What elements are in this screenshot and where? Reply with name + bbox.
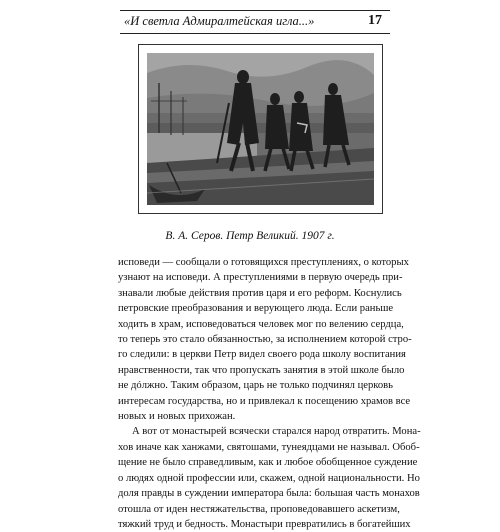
text-line: петровские преобразования и верующего люда. Если раньше	[118, 303, 394, 315]
painting-image	[147, 53, 374, 205]
text-line: то теперь это стало обязанностью, за исполнением которой стро-	[118, 334, 412, 346]
text-line: щение не было справедливым, как и любое обобщенное суждение	[118, 457, 418, 469]
text-line: го следили: в церкви Петр видел своего рода школу воспитания	[118, 349, 406, 361]
body-text	[118, 255, 421, 532]
text-line: интересам государства, но и привлекал к посещению храмов все	[118, 395, 411, 407]
text-line: знавали любые действия против царя и его реформ. Коснулись	[118, 287, 402, 299]
paragraph-2	[118, 424, 421, 532]
text-line: тяжкий труд и бедность. Монастыри превратились в богатейших	[118, 518, 411, 530]
text-line: А вот от монастырей всячески старался народ отвратить. Мона-	[132, 426, 421, 438]
painting-illustration	[138, 44, 383, 214]
page-number: 17	[368, 13, 382, 28]
text-line: доля правды в суждении императора была: большая часть монахов	[118, 488, 420, 500]
figure-caption: В. А. Серов. Петр Великий. 1907 г.	[165, 230, 335, 242]
running-header	[120, 10, 390, 34]
text-line: новых и новых прихожан.	[118, 411, 236, 423]
paragraph-1	[118, 255, 412, 424]
text-line: ходить в храм, исповедоваться человек мог по велению сердца,	[118, 318, 404, 330]
text-line: отошла от иден нестяжательства, проповедовавшего аскетизм,	[118, 503, 400, 515]
text-line: хов иначе как ханжами, святошами, тунеядцами не называл. Обоб-	[118, 441, 420, 453]
text-line: узнают на исповеди. А преступлениями в первую очередь при-	[118, 272, 403, 284]
text-line: нравственности, так что пропускать занятия в этой школе было	[118, 364, 405, 376]
text-line: не дóлжно. Таким образом, царь не только подчинял церковь	[118, 380, 393, 392]
running-title: «И светла Адмиралтейская игла...»	[124, 14, 315, 28]
text-line: исповеди — сообщали о готовящихся преступлениях, о которых	[118, 257, 409, 268]
text-line: о людях одной профессии или, скажем, одной национальности. Но	[118, 472, 420, 484]
